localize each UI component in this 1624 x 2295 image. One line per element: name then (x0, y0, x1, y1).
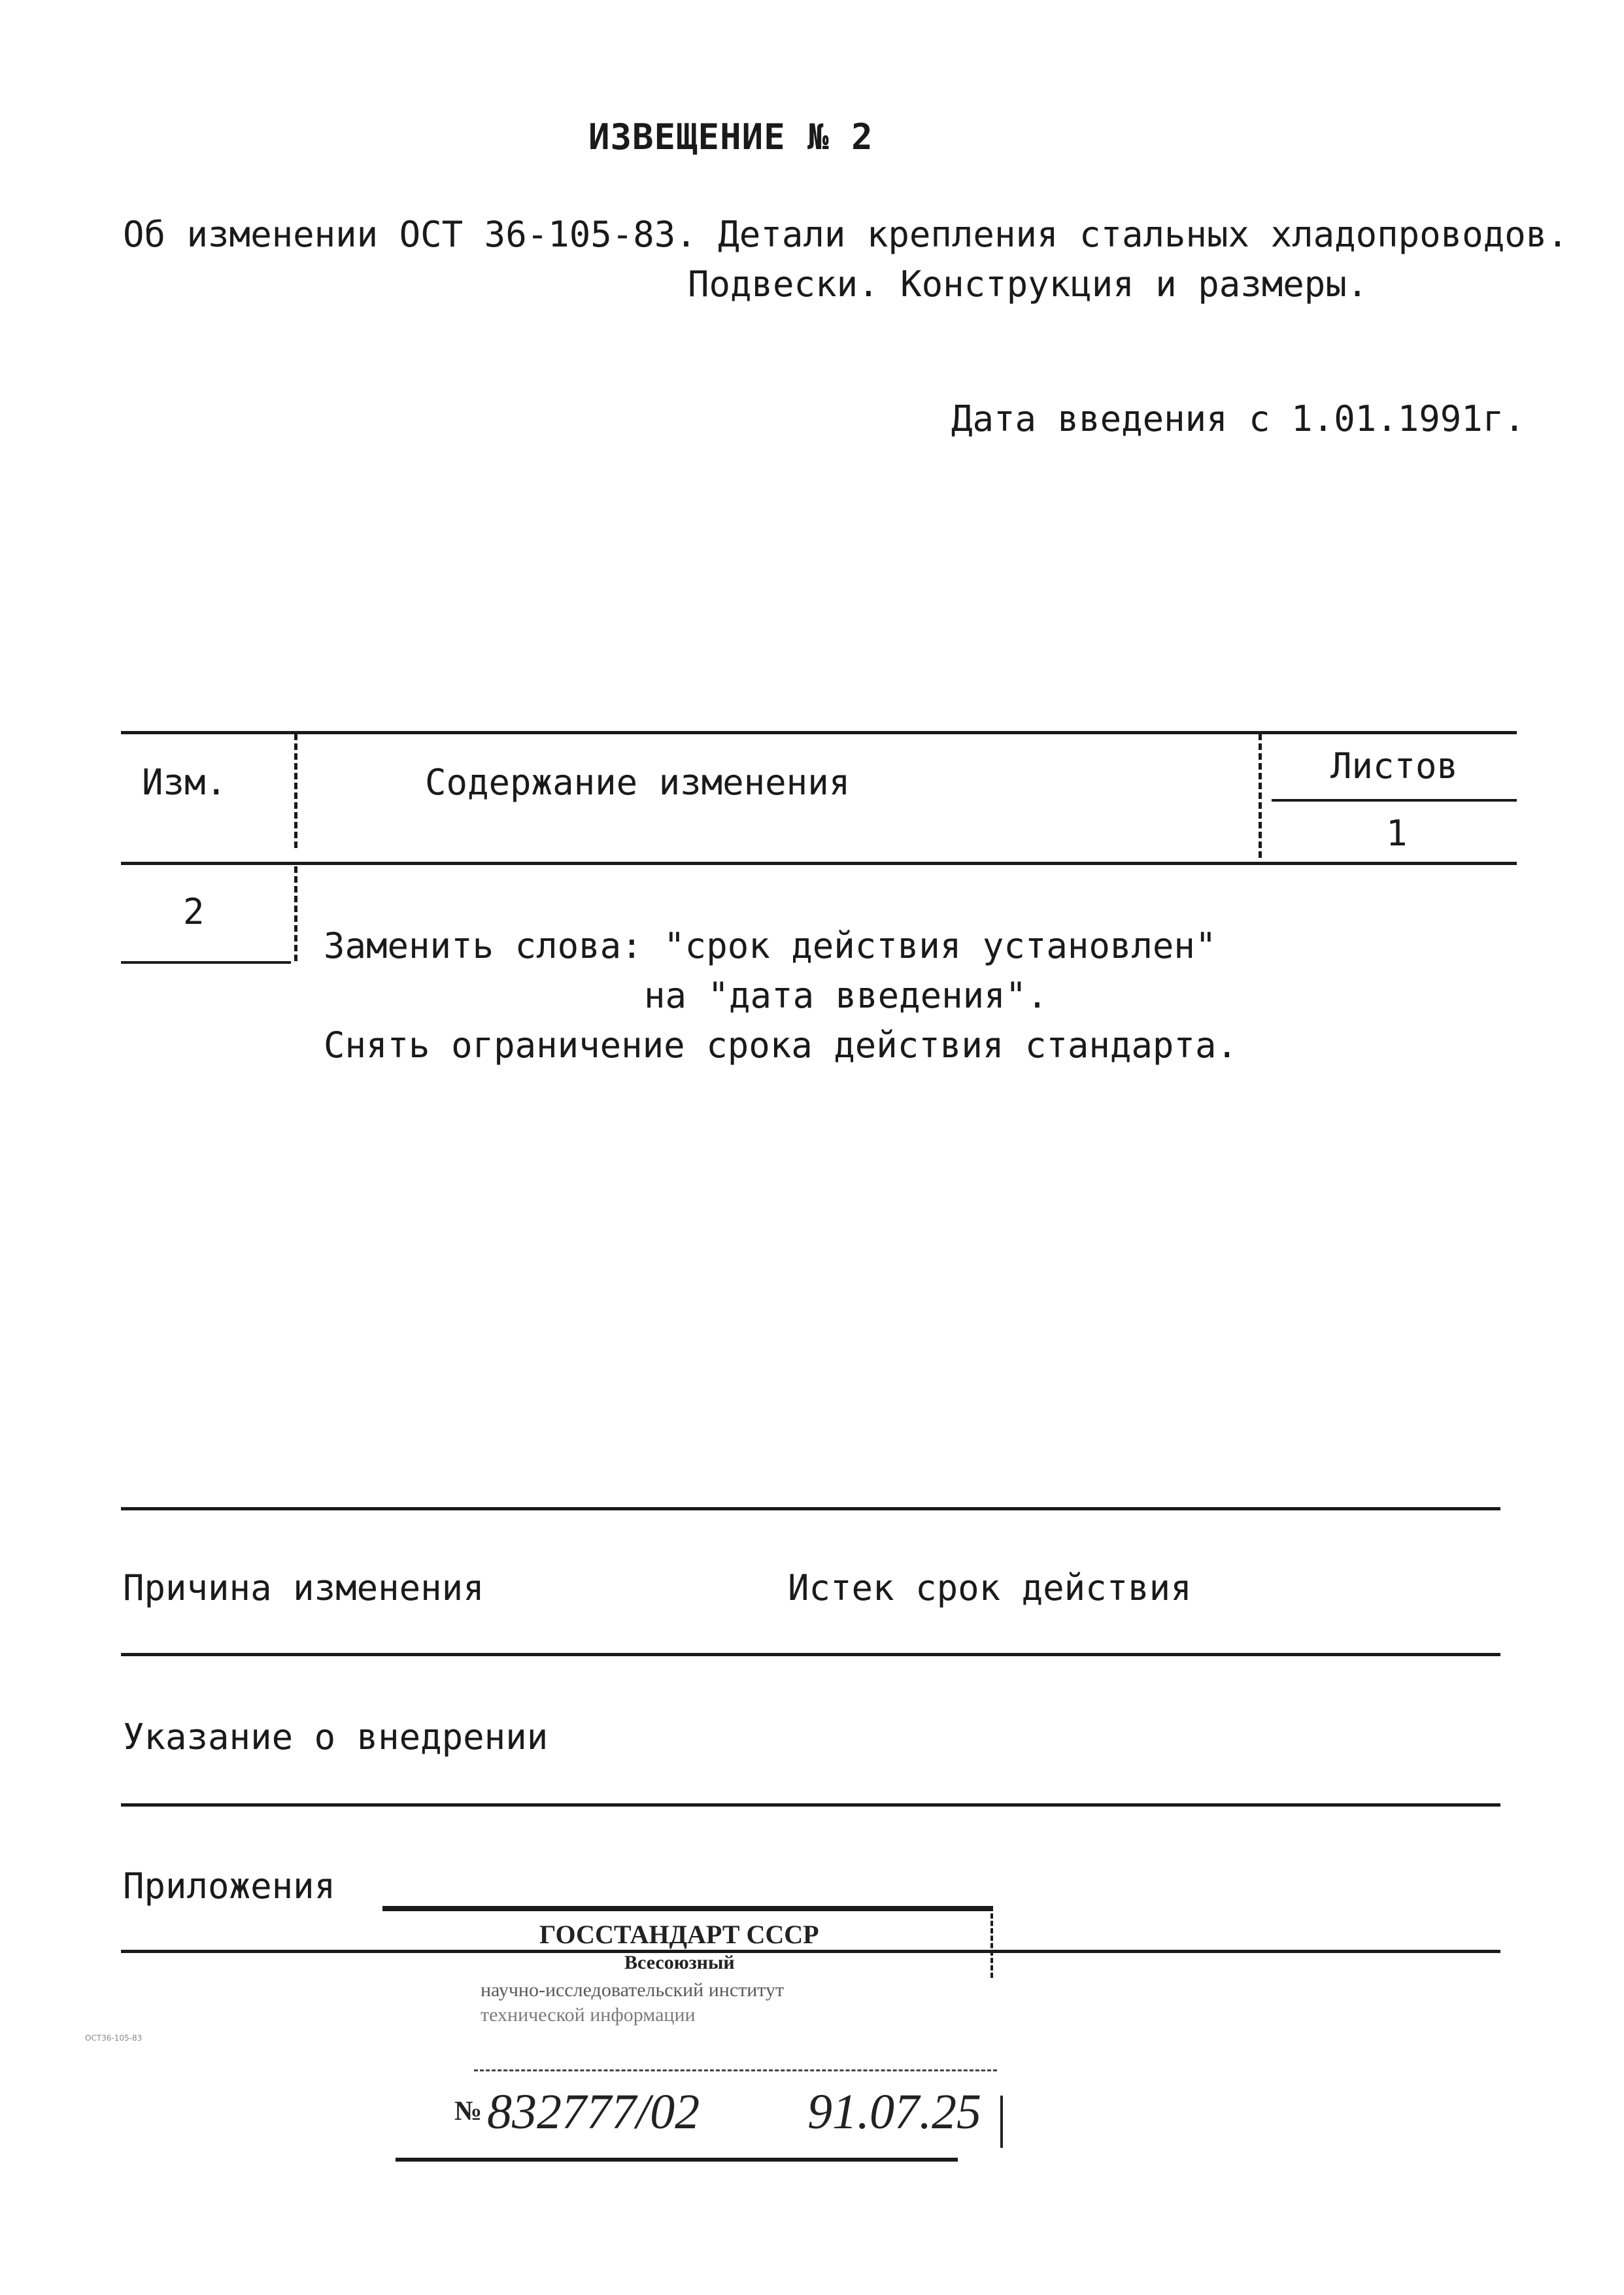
column-header-sheets: Листов (1330, 745, 1459, 787)
implementation-label: Указание о внедрении (123, 1716, 549, 1758)
row-content-line1: Заменить слова: "срок действия установлен" (324, 925, 1217, 966)
stamp-line3: научно-исследовательский институт (481, 1979, 785, 2001)
footer-rule-2 (121, 1653, 1500, 1656)
row-change-no: 2 (183, 891, 205, 932)
row-content-line3: Снять ограничение срока действия стандарта. (324, 1025, 1238, 1066)
document-subject-line2: Подвески. Конструкция и размеры. (688, 264, 1368, 305)
side-note: ОСТ36-105-83 (85, 2033, 143, 2043)
table-col-divider-1-body (294, 866, 297, 961)
effective-date: Дата введения с 1.01.1991г. (951, 398, 1525, 439)
attachments-label: Приложения (123, 1865, 336, 1907)
table-header-bottom-rule (121, 862, 1517, 865)
stamp-right-edge (990, 1906, 993, 1978)
stamp-line2: Всесоюзный (624, 1952, 735, 1973)
stamp-number-prefix: № (454, 2096, 482, 2126)
document-title: ИЗВЕЩЕНИЕ № 2 (588, 116, 873, 158)
row-content-line2: на "дата введения". (644, 975, 1048, 1016)
change-no-underline (121, 961, 291, 964)
stamp-mid-rule (474, 2069, 997, 2073)
stamp-registration-date: 91.07.25 (807, 2084, 981, 2139)
stamp-registration-number: 832777/02 (487, 2084, 700, 2139)
document-subject-line1: Об изменении ОСТ 36-105-83. Детали крепления стальных хладопроводов. (123, 214, 1568, 255)
column-header-content: Содержание изменения (425, 762, 851, 803)
reason-label: Причина изменения (123, 1567, 484, 1608)
column-header-change-no: Изм. (142, 762, 228, 803)
table-col-divider-2 (1259, 734, 1262, 858)
reason-value: Истек срок действия (788, 1567, 1192, 1608)
stamp-top-rule (382, 1906, 990, 1911)
stamp-line4: технической информации (481, 2004, 696, 2026)
stamp-line1: ГОССТАНДАРТ СССР (539, 1920, 819, 1949)
footer-rule-1 (121, 1507, 1500, 1510)
stamp-bracket (1000, 2096, 1003, 2148)
sheets-value: 1 (1386, 813, 1408, 854)
footer-rule-3 (121, 1803, 1500, 1807)
stamp-bottom-rule (396, 2158, 958, 2162)
sheets-divider-rule (1272, 799, 1517, 802)
registration-stamp (382, 1906, 1004, 2207)
table-top-rule (121, 731, 1517, 734)
table-col-divider-1 (294, 734, 297, 848)
